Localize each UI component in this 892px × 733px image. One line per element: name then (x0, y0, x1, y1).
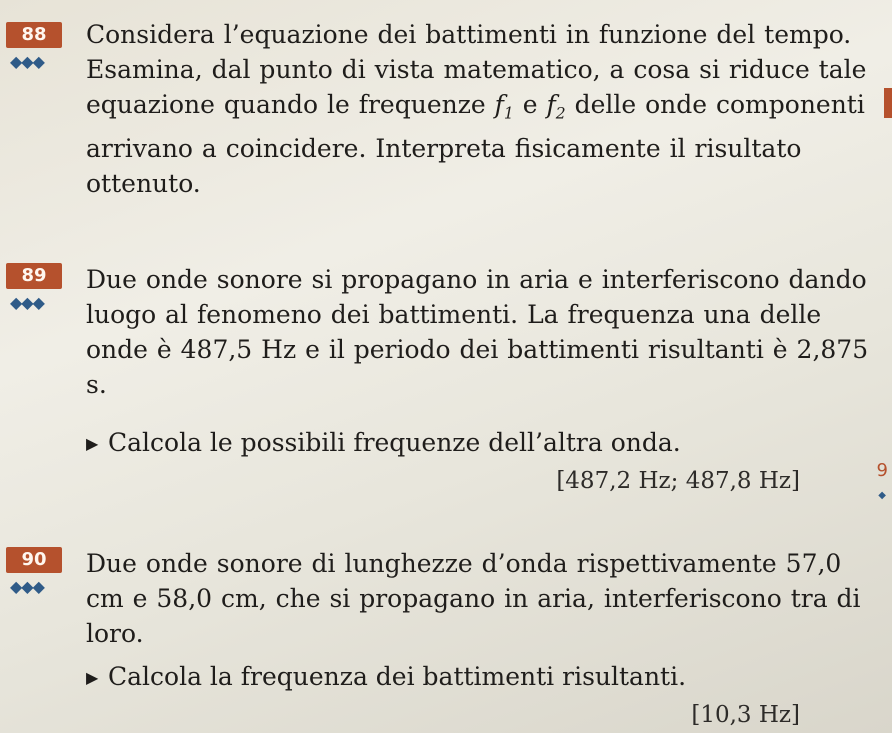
exercise-text-part2: delle onde componenti arrivano a coincidere. Interpreta fisicamente il risultato ottenuto. (86, 90, 865, 199)
exercise-number-badge: 88 (6, 22, 62, 48)
exercise-answer: [487,2 Hz; 487,8 Hz] (556, 468, 800, 494)
conjunction: e (513, 90, 547, 119)
exercise-text: Due onde sonore si propagano in aria e interferiscono dando luogo al fenomeno dei battimenti. La frequenza una delle onde è 487,5 Hz e il periodo dei battimenti risultanti è 2,875 s. (86, 265, 869, 399)
exercise-task (86, 425, 836, 461)
exercise-text (86, 17, 884, 201)
exercise-number-badge: 89 (6, 263, 62, 289)
play-arrow-icon: ▶ (86, 434, 99, 453)
side-diamond-icon: ◆ (878, 490, 886, 501)
task-text: Calcola le possibili frequenze dell’altra onda. (108, 428, 681, 457)
frequency-f2: $f_2$ (546, 90, 566, 123)
exercise-number-badge: 90 (6, 547, 62, 573)
frequency-f1: $f_1$ (494, 90, 514, 123)
difficulty-diamonds: ◆◆◆ (10, 293, 44, 312)
exercise-text-part1: Considera l’equazione dei battimenti in funzione del tempo. Esamina, dal punto di vista matematico, a cosa si riduce tale equazione quando le frequenze (86, 20, 867, 119)
adjacent-column-edge (872, 0, 892, 733)
side-number-fragment: 9 (876, 460, 888, 481)
exercise-answer: [10,3 Hz] (691, 702, 800, 728)
exercise-task (86, 659, 836, 695)
exercise-text: Due onde sonore di lunghezze d’onda rispettivamente 57,0 cm e 58,0 cm, che si propagano in aria, interferiscono tra di loro. (86, 549, 861, 648)
play-arrow-icon: ▶ (86, 668, 99, 687)
side-badge-fragment (884, 88, 892, 118)
task-text: Calcola la frequenza dei battimenti risultanti. (108, 662, 687, 691)
difficulty-diamonds: ◆◆◆ (10, 52, 44, 71)
difficulty-diamonds: ◆◆◆ (10, 577, 44, 596)
